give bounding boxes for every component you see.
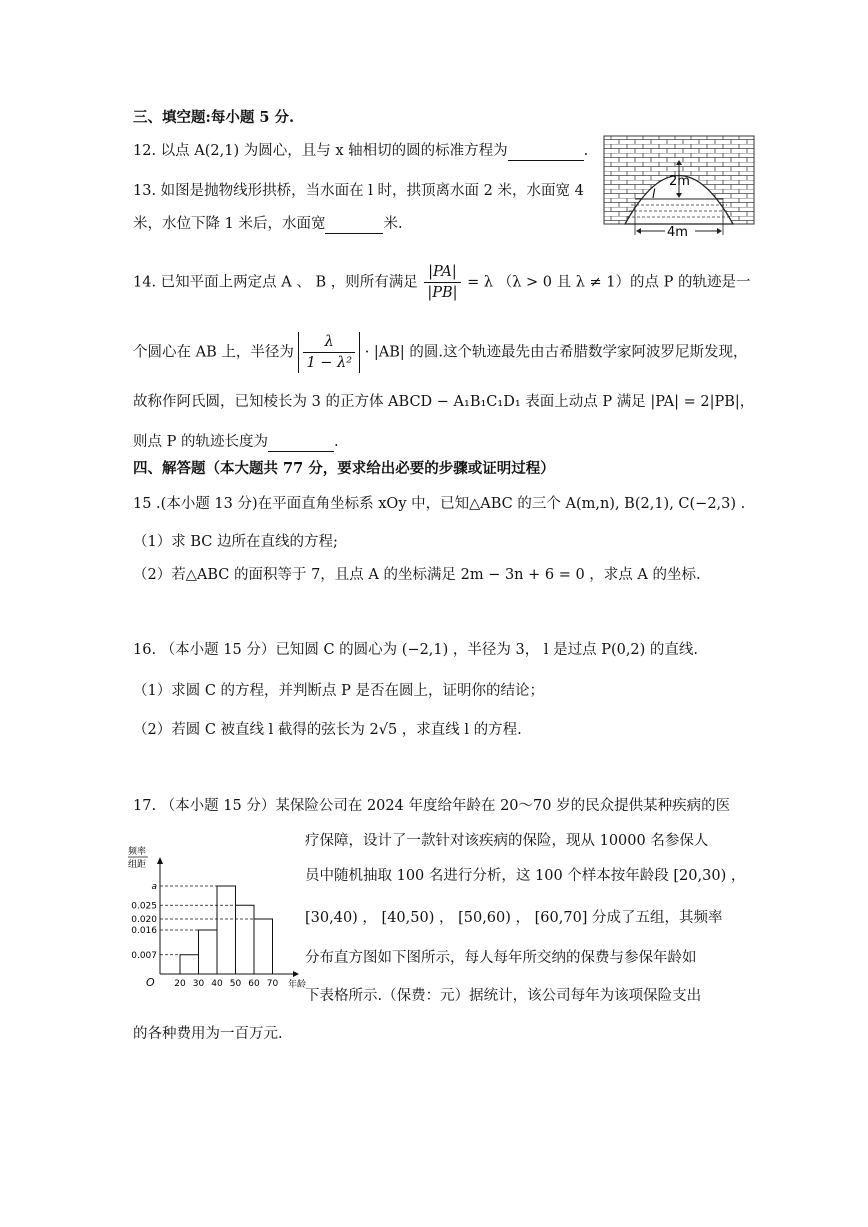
q16-line-1: 16. （本小题 15 分）已知圆 C 的圆心为 (−2,1) ，半径为 3， l 是过点 P(0,2) 的直线. [133, 642, 699, 658]
origin-label: O [146, 976, 155, 989]
q13-line-2b: 米. [383, 216, 403, 232]
q16-line-3: （2）若圆 C 被直线 l 截得的弦长为 2√5 ，求直线 l 的方程. [133, 722, 522, 738]
q14-line-4 [133, 432, 339, 452]
q12-text: 12. 以点 A(2,1) 为圆心，且与 x 轴相切的圆的标准方程为 [133, 143, 508, 159]
x-axis-arrow [293, 971, 299, 977]
q14-radius-fraction [298, 332, 360, 373]
q12-answer-blank[interactable] [508, 144, 584, 161]
q17-line-7: 的各种费用为一百万元. [133, 1026, 283, 1042]
y-axis-arrow [157, 857, 163, 864]
q14-line-4b: . [333, 434, 339, 450]
q14-ratio-denominator: |PB| [427, 285, 458, 301]
q17-line-1: 17. （本小题 15 分）某保险公司在 2024 年度给年龄在 20～70 岁的民众提供某种疾病的医 [133, 798, 731, 814]
q14-line-2b: · |AB| 的圆.这个轨迹最先由古希腊数学家阿波罗尼斯发现， [364, 344, 748, 361]
x-tick-label: 50 [229, 979, 242, 989]
histogram-bar [217, 886, 236, 974]
histogram-bar [180, 955, 199, 974]
height-label: 2m [669, 174, 690, 189]
x-tick-label: 30 [192, 979, 205, 989]
q14-line-2a: 个圆心在 AB 上，半径为 [133, 344, 294, 361]
histogram-bar [236, 905, 255, 974]
q14-answer-blank[interactable] [268, 435, 334, 452]
water-label: l [652, 187, 656, 201]
frequency-histogram [128, 842, 306, 994]
y-tick-label: 0.025 [131, 901, 157, 912]
q15-line-1: 15 .(本小题 13 分)在平面直角坐标系 xOy 中，已知△ABC 的三个 A(m,n), B(2,1), C(−2,3) . [133, 496, 746, 512]
q17-line-4: [30,40) ， [40,50) ， [50,60) ， [60,70] 分成了五组，其频率 [305, 910, 723, 926]
x-tick-label: 40 [211, 979, 223, 989]
x-axis-label: 年龄 [288, 980, 306, 990]
section-4-title: 四、解答题（本大题共 77 分，要求给出必要的步骤或证明过程） [133, 460, 555, 477]
x-tick-label: 60 [248, 979, 260, 989]
q13-line-2a: 米，水位下降 1 米后，水面宽 [133, 216, 326, 232]
q17-line-5: 分布直方图如下图所示，每人每年所交纳的保费与参保年龄如 [305, 950, 697, 966]
y-tick-label: a [151, 882, 157, 892]
y-tick-label: 0.020 [131, 915, 157, 925]
q17-line-2: 疗保障，设计了一款针对该疾病的保险，现从 10000 名参保人 [305, 833, 709, 849]
q14-ratio-numerator: |PA| [424, 262, 460, 283]
q17-line-3: 员中随机抽取 100 名进行分析，这 100 个样本按年龄段 [20,30) ， [305, 868, 746, 884]
x-tick-label: 20 [174, 979, 186, 989]
q14-line-1a: 14. 已知平面上两定点 A 、 B ，则所有满足 [133, 274, 418, 291]
question-12 [133, 141, 588, 161]
arch-bridge-figure [603, 135, 755, 240]
section-3-title: 三、填空题:每小题 5 分. [133, 109, 295, 126]
q16-line-2: （1）求圆 C 的方程，并判断点 P 是否在圆上，证明你的结论； [133, 683, 545, 699]
q17-line-6: 下表格所示.（保费：元）据统计，该公司每年为该项保险支出 [305, 988, 702, 1004]
q14-line-4a: 则点 P 的轨迹长度为 [133, 434, 268, 450]
q14-ratio-fraction [424, 262, 460, 303]
q13-line-2 [133, 214, 403, 234]
q15-line-3: （2）若△ABC 的面积等于 7，且点 A 的坐标满足 2m − 3n + 6 = 0 ，求点 A 的坐标. [133, 567, 701, 583]
q14-lambda-denominator: 1 − λ² [306, 355, 353, 371]
q14-line-1 [133, 262, 750, 303]
y-tick-label: 0.016 [131, 926, 157, 936]
histogram-bar [254, 919, 273, 974]
q14-line-2 [133, 332, 748, 373]
y-tick-label: 0.007 [131, 950, 157, 961]
q13-answer-blank[interactable] [325, 217, 383, 234]
q14-line-3: 故称作阿氏圆，已知棱长为 3 的正方体 ABCD − A₁B₁C₁D₁ 表面上动点 P 满足 |PA| = 2|PB|， [133, 394, 755, 410]
q14-lambda-numerator: λ [303, 332, 355, 353]
q15-line-2: （1）求 BC 边所在直线的方程; [133, 534, 338, 550]
x-tick-label: 70 [266, 979, 279, 989]
histogram-bar [199, 930, 218, 974]
y-axis-label-top: 频率 [128, 847, 147, 857]
q13-line-1: 13. 如图是抛物线形拱桥，当水面在 l 时，拱顶离水面 2 米，水面宽 4 [133, 183, 584, 199]
y-axis-label-bottom: 组距 [128, 860, 147, 870]
q12-end: . [583, 143, 589, 159]
width-label: 4m [667, 225, 688, 240]
q14-line-1b: = λ （λ > 0 且 λ ≠ 1）的点 P 的轨迹是一 [467, 274, 751, 291]
